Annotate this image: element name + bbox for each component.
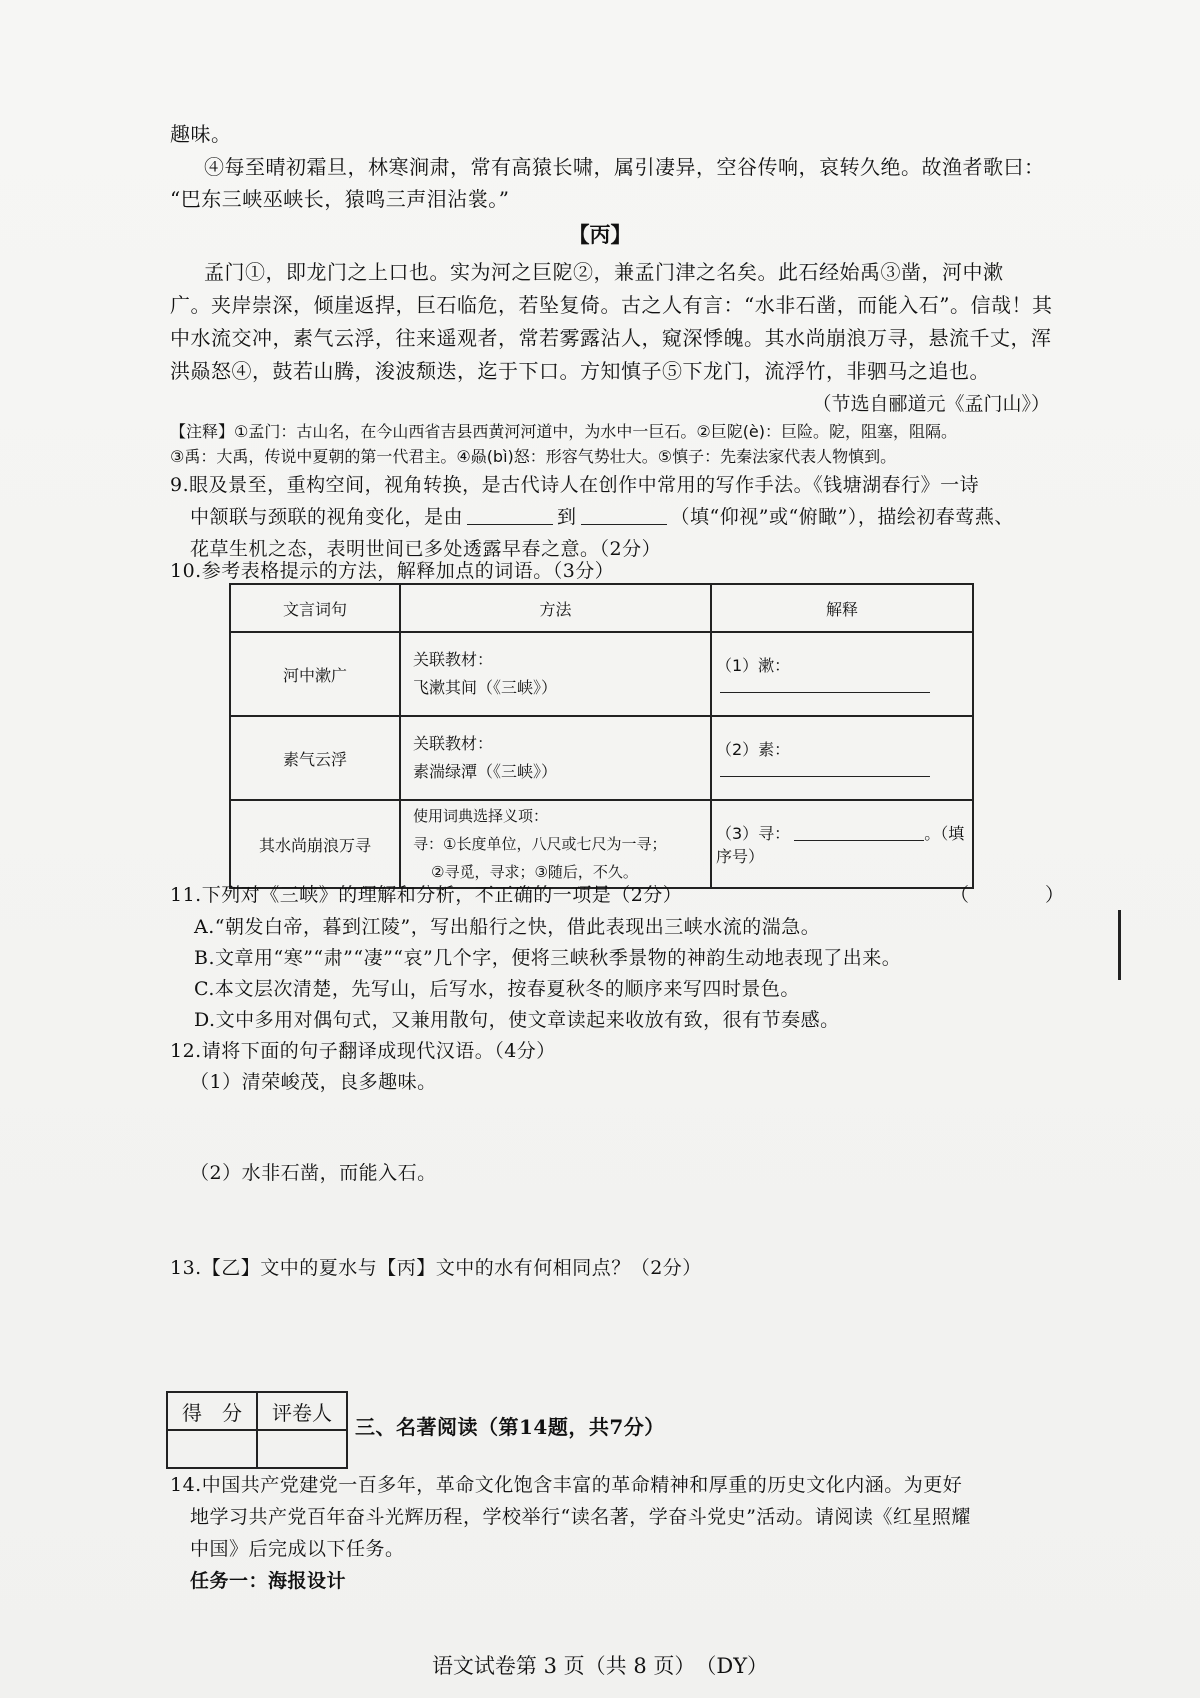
method-text: 寻：①长度单位，八尺或七尺为一寻； [413, 835, 667, 853]
table-cell-answer [711, 716, 973, 800]
question-9-text: （填“仰视”或“俯瞰”），描绘初春莺燕、 [670, 506, 1014, 528]
option-a: A.“朝发白帝，暮到江陵”，写出船行之快，借此表现出三峡水流的湍急。 [194, 916, 821, 938]
option-d: D.文中多用对偶句式，又兼用散句，使文章读起来收放有致，很有节奏感。 [194, 1009, 840, 1031]
score-box [166, 1391, 348, 1469]
page-footer: 语文试卷第 3 页（共 8 页） （DY） [431, 1654, 769, 1678]
question-9-line [190, 502, 1014, 529]
section-title: 三、名著阅读（第14题，共7分） [355, 1415, 665, 1439]
answer-label: （2）素： [716, 740, 791, 759]
passage-text: 广。夹岸崇深，倾崖返捍，巨石临危，若坠复倚。古之人有言：“水非石凿，而能入石”。信哉！其 [170, 293, 1053, 317]
method-text: 关联教材： [413, 650, 494, 669]
question-9-text: 花草生机之态，表明世间已多处透露早春之意。（2分） [190, 538, 662, 560]
vocab-table [229, 583, 974, 889]
table-cell-method [400, 632, 711, 716]
table-cell-answer [711, 632, 973, 716]
method-text: 素湍绿潭（《三峡》） [413, 762, 558, 781]
question-9-text: 到 [557, 506, 577, 528]
annotation-note: ③禹：大禹，传说中夏朝的第一代君主。④赑(bì)怒：形容气势壮大。⑤慎子：先秦法家代表人物慎到。 [170, 447, 897, 466]
method-text: 使用词典选择义项： [413, 807, 549, 825]
passage-heading: 【丙】 [568, 222, 632, 247]
answer-suffix: 。（填序号） [716, 824, 965, 866]
question-11: 11.下列对《三峡》的理解和分析，不正确的一项是（2分） [170, 884, 683, 906]
question-14: 14.中国共产党建党一百多年，革命文化饱含丰富的革命精神和厚重的历史文化内涵。为更好 [170, 1474, 963, 1496]
answer-label: （3）寻： [716, 824, 791, 843]
answer-label: （1）漱： [716, 656, 791, 675]
option-b: B.文章用“寒”“肃”“凄”“哀”几个字，便将三峡秋季景物的神韵生动地表现了出来。 [194, 947, 902, 969]
table-header-row [230, 584, 973, 632]
passage-text: 中水流交冲，素气云浮，往来遥观者，常若雾露沾人，窥深悸魄。其水尚崩浪万寻，悬流千丈，浑 [170, 326, 1052, 350]
table-row [230, 800, 973, 888]
answer-bracket[interactable]: （ ） [950, 884, 1065, 906]
answer-blank[interactable] [467, 506, 553, 525]
table-row [230, 632, 973, 716]
table-header: 文言词句 [230, 584, 400, 632]
question-12: 12.请将下面的句子翻译成现代汉语。（4分） [170, 1040, 556, 1062]
question-10: 10.参考表格提示的方法，解释加点的词语。（3分） [170, 560, 615, 582]
table-header: 解释 [711, 584, 973, 632]
table-cell-method [400, 716, 711, 800]
table-cell-method [400, 800, 711, 888]
method-text: 关联教材： [413, 734, 494, 753]
grader-label: 评卷人 [257, 1392, 347, 1430]
grader-cell[interactable] [257, 1430, 347, 1468]
answer-blank[interactable] [720, 760, 930, 777]
table-cell-answer [711, 800, 973, 888]
question-9-text: 中颔联与颈联的视角变化，是由 [190, 506, 464, 528]
table-cell-phrase: 河中漱广 [230, 632, 400, 716]
table-cell-phrase: 其水尚崩浪万寻 [230, 800, 400, 888]
passage-text: 洪赑怒④，鼓若山腾，浚波颓迭，迄于下口。方知慎子⑤下龙门，流浮竹，非驷马之追也。 [170, 359, 990, 383]
method-text: ②寻觅，寻求；③随后，不久。 [431, 863, 638, 881]
passage-text: ④每至晴初霜旦，林寒涧肃，常有高猿长啸，属引凄异，空谷传响，哀转久绝。故渔者歌曰： [204, 155, 1045, 179]
answer-blank[interactable] [794, 824, 924, 841]
table-header: 方法 [400, 584, 711, 632]
table-row [230, 716, 973, 800]
margin-bar [1118, 910, 1121, 980]
option-c: C.本文层次清楚，先写山，后写水，按春夏秋冬的顺序来写四时景色。 [194, 978, 800, 1000]
answer-blank[interactable] [581, 506, 667, 525]
annotation-note: 【注释】①孟门：古山名，在今山西省吉县西黄河河道中，为水中一巨石。②巨阸(è)：巨险。阸，阻塞，阻隔。 [170, 422, 958, 441]
passage-text: 趣味。 [170, 122, 232, 146]
passage-text: “巴东三峡巫峡长，猿鸣三声泪沾裳。” [170, 187, 510, 211]
passage-source: （节选自郦道元《孟门山》） [812, 393, 1050, 415]
sentence-1: （1）清荣峻茂，良多趣味。 [190, 1071, 437, 1093]
task-heading: 任务一：海报设计 [190, 1570, 347, 1592]
score-label: 得 分 [167, 1392, 257, 1430]
sentence-2: （2）水非石凿，而能入石。 [190, 1162, 437, 1184]
question-14-text: 地学习共产党百年奋斗光辉历程，学校举行“读名著，学奋斗党史”活动。请阅读《红星照耀 [190, 1506, 971, 1528]
table-cell-phrase: 素气云浮 [230, 716, 400, 800]
score-cell[interactable] [167, 1430, 257, 1468]
passage-text: 孟门①，即龙门之上口也。实为河之巨阸②，兼孟门津之名矣。此石经始禹③凿，河中漱 [204, 260, 1004, 284]
question-9: 9.眼及景至，重构空间，视角转换，是古代诗人在创作中常用的写作手法。《钱塘湖春行》一诗 [170, 474, 980, 496]
method-text: 飞漱其间（《三峡》） [413, 678, 558, 697]
question-14-text: 中国》后完成以下任务。 [190, 1538, 405, 1560]
question-13: 13.【乙】文中的夏水与【丙】文中的水有何相同点？（2分） [170, 1257, 702, 1279]
answer-blank[interactable] [720, 676, 930, 693]
